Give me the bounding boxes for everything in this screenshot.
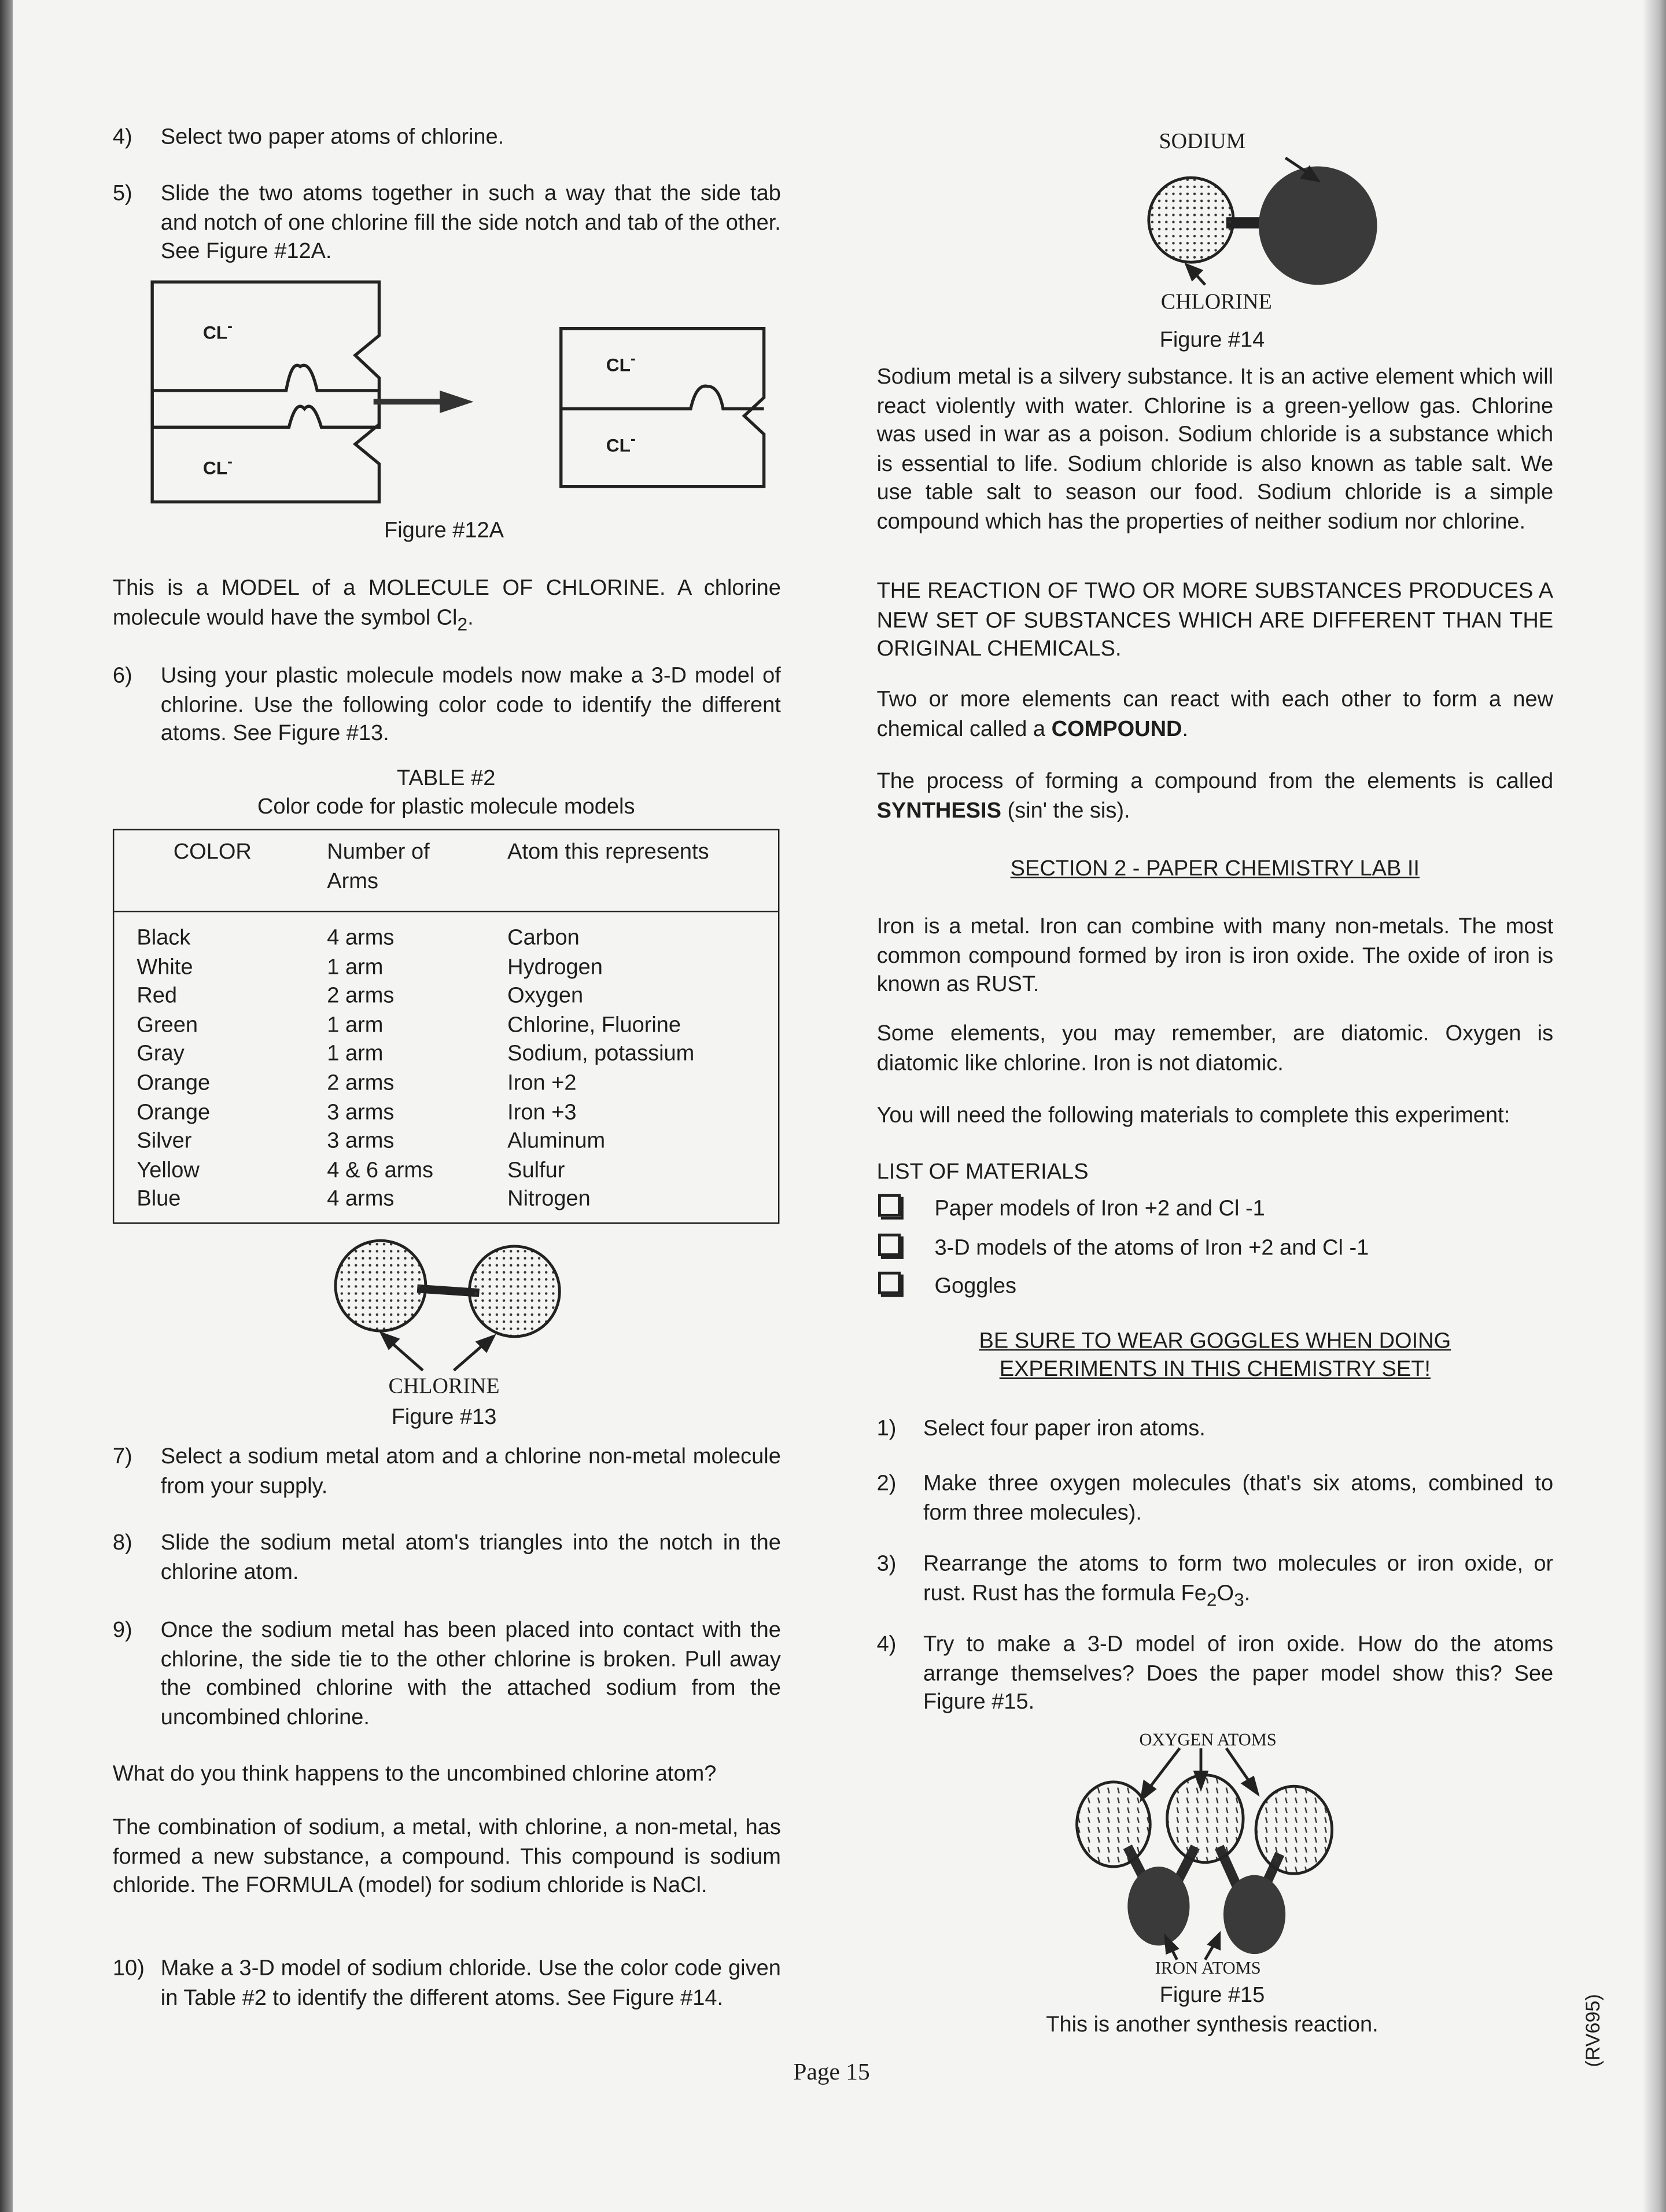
material-item: 3-D models of the atoms of Iron +2 and Cl -1 [878, 1234, 1369, 1264]
arms-cell: 1 arm [327, 1042, 384, 1067]
arms-cell: 3 arms [327, 1129, 395, 1154]
atom-cell: Iron +3 [507, 1100, 577, 1125]
arms-cell: 4 & 6 arms [327, 1158, 434, 1183]
question-text: What do you think happens to the uncombined chlorine atom? [112, 1762, 717, 1787]
arms-cell: 3 arms [327, 1100, 395, 1125]
arms-cell: 4 arms [327, 926, 395, 951]
page-number: Page 15 [793, 2058, 870, 2085]
color-cell: Gray [137, 1042, 185, 1067]
synthesis-paragraph: The process of forming a compound from the elements is called SYNTHESIS (sin' the sis). [876, 770, 1554, 823]
color-cell: White [137, 955, 193, 980]
figure-14-chlorine-label: CHLORINE [1160, 290, 1272, 315]
color-cell: Orange [137, 1071, 211, 1096]
figure-13-label: CHLORINE [388, 1374, 500, 1399]
table-title: TABLE #2 [396, 767, 496, 791]
document-page: 4) Select two paper atoms of chlorine. 5) Slide the two atoms together in such a way that the side tab and notch of one chlorine fill the side notch and tab of the other. See Figure #12A. CL- CL- CL- CL- Figure #12A This is a MODEL of a MOLECULE OF CHLORINE. A chlorine molecule would have the symbol $Cl_2$. 6) Using your plastic molecule models now make a 3-D model of chlorine. Use the following color code to identify the different atoms. See Figure #13. TABLE #2 Color code for plastic molecule models COLOR Number of Arms Atom this represents Black 4 arms Carbon White 1 arm Hydrogen Red 2 arms Oxygen Green 1 arm Chlorine, Fluorine Gray 1 arm Sodium, potassium Orange 2 arms Iron +2 Orange 3 arms Iron +3 Silver 3 arms Aluminum Yellow 4 & 6 arms Sulfur Blue 4 arms Nitrogen CHLORINE Figure #13 7) Select a sodium metal atom and a chlorine non-metal molecule from your supply. 8) Slide the sodium metal atom's triangles into the notch in the chlorine atom. 9) Once the sodium metal has been placed into contact with the chlorine, the side tie to the other chlorine is broken. Pull away the combined chlorine with the attached sodium from the uncombined chlorine. What do you think happens to the uncombined chlorine atom? The combination of sodium, a metal, with chlorine, a non-metal, has formed a new substance, a compound. This compound is sodium chloride. The FORMULA (model) for sodium chloride is NaCl. 10) Make a 3-D model of sodium chloride. Use the color code given in Table #2 to identify the different atoms. See Figure #14. SODIUM CHLORINE Figure #14 Sodium metal is a silvery substance. It is an active element which will react violently with water. Chlorine is a green-yellow gas. Chlorine was used in war as a poison. Sodium chloride is a substance which is essential to life. Sodium chloride is also known as table salt. We use table salt to season our food. Sodium chloride is a simple compound which has the properties of neither sodium nor chlorine. THE REACTION OF TWO OR MORE SUBSTANCES PRODUCES A NEW SET OF SUBSTANCES WHICH ARE DIFFERENT THAN THE ORIGINAL CHEMICALS. Two or more elements can react with each other to form a new chemical called a COMPOUND. The process of forming a compound from the elements is called SYNTHESIS (sin' the sis). SECTION 2 - PAPER CHEMISTRY LAB II Iron is a metal. Iron can combine with many non-metals. The most common compound formed by iron is iron oxide. The oxide of iron is known as RUST. Some elements, you may remember, are diatomic. Oxygen is diatomic like chlorine. Iron is not diatomic. You will need the following materials to complete this experiment: LIST OF MATERIALS Paper models of Iron +2 and Cl -1 3-D models of the atoms of Iron +2 and Cl -1 Goggles BE SURE TO WEAR GOGGLES WHEN DOING EXPERIMENTS IN THIS CHEMISTRY SET! 1) Select four paper iron atoms. 2) Make three oxygen molecules (that's six atoms, combined to form three molecules). 3) Rearrange the atoms to form two molecules or iron oxide, or rust. Rust has the formula $Fe_2O_3$. 4) Try to make a 3-D model of iron oxide. How do the atoms arrange themselves? Does the paper model show this? See Figure #15. OXYGEN ATOMS IRON ATOMS Figure #15 This is another synthesis reaction. Page 15 (RV695) [0, 0, 1666, 2212]
section-2-heading: SECTION 2 - PAPER CHEMISTRY LAB II [1010, 857, 1420, 881]
materials-intro: You will need the following materials to complete this experiment: [876, 1103, 1510, 1128]
atom-cell: Iron +2 [507, 1071, 577, 1096]
diatomic-paragraph: Some elements, you may remember, are diatomic. Oxygen is diatomic like chlorine. Iron is not diatomic. [876, 1022, 1554, 1076]
oxygen-atom [1256, 1786, 1332, 1874]
atom-cell: Chlorine, Fluorine [507, 1013, 681, 1037]
atom-cell: Sodium, potassium [507, 1042, 695, 1067]
color-cell: Blue [137, 1187, 181, 1212]
material-item: Goggles [878, 1272, 1016, 1302]
oxygen-atom [1167, 1775, 1244, 1863]
compound-paragraph: Two or more elements can react with each other to form a new chemical called a COMPOUND. [876, 688, 1554, 741]
cl-label-top: CL- [202, 318, 233, 343]
sodium-paragraph: Sodium metal is a silvery substance. It is an active element which will react violently with water. Chlorine is a green-yellow gas. Chlorine was used in war as a poison. Sodium chloride is a substance which is essential to life. Sodium chloride is also known as table salt. We use table salt to season our food. Sodium chloride is a simple compound which has the properties of neither sodium nor chlorine. [876, 365, 1554, 535]
iron-paragraph: Iron is a metal. Iron can combine with many non-metals. The most common compound formed by iron is iron oxide. The oxide of iron is known as RUST. [876, 915, 1554, 998]
atom-cell: Sulfur [507, 1158, 565, 1183]
iron-atom [1223, 1875, 1285, 1954]
document-code: (RV695) [1581, 1994, 1604, 2067]
materials-heading: LIST OF MATERIALS [876, 1160, 1089, 1184]
iron-atom [1127, 1867, 1189, 1945]
arms-cell: 2 arms [327, 984, 395, 1009]
color-cell: Orange [137, 1100, 211, 1125]
table-subtitle: Color code for plastic molecule models [257, 795, 635, 819]
goggles-warning-line-1: BE SURE TO WEAR GOGGLES WHEN DOING [979, 1329, 1451, 1354]
cl-label-bottom: CL- [202, 454, 233, 479]
figure-15-subcaption: This is another synthesis reaction. [1046, 2013, 1378, 2037]
atom-cell: Carbon [507, 926, 580, 951]
figure-13-caption: Figure #13 [391, 1405, 497, 1430]
arms-cell: 2 arms [327, 1071, 395, 1096]
figure-15-caption: Figure #15 [1159, 1983, 1265, 2008]
arms-cell: 4 arms [327, 1187, 395, 1212]
material-item: Paper models of Iron +2 and Cl -1 [878, 1194, 1265, 1225]
figure-14-caption: Figure #14 [1159, 328, 1265, 353]
cl-label-combined-bottom: CL- [606, 431, 636, 456]
oxygen-atoms-label: OXYGEN ATOMS [1139, 1729, 1277, 1750]
model-paragraph: This is a MODEL of a MOLECULE OF CHLORINE. A chlorine molecule would have the symbol $Cl_2$. [112, 576, 781, 634]
atom-cell: Nitrogen [507, 1187, 591, 1212]
arms-cell: 1 arm [327, 1013, 384, 1037]
oxygen-atom [1077, 1782, 1151, 1867]
arms-cell: 1 arm [327, 955, 384, 980]
table-header: COLOR Number of Arms Atom this represents [114, 830, 778, 912]
color-cell: Silver [137, 1129, 192, 1154]
reaction-paragraph: THE REACTION OF TWO OR MORE SUBSTANCES PRODUCES A NEW SET OF SUBSTANCES WHICH ARE DIFFERENT THAN THE ORIGINAL CHEMICALS. [876, 579, 1554, 662]
color-cell: Black [137, 926, 191, 951]
atom-cell: Hydrogen [507, 955, 603, 980]
combination-paragraph: The combination of sodium, a metal, with chlorine, a non-metal, has formed a new substance, a compound. This compound is sodium chloride. The FORMULA (model) for sodium chloride is NaCl. [112, 1816, 781, 1898]
atom-cell: Oxygen [507, 984, 584, 1009]
atom-cell: Aluminum [507, 1129, 606, 1154]
cl-label-combined-top: CL- [606, 351, 636, 376]
iron-atoms-label: IRON ATOMS [1155, 1958, 1261, 1978]
color-cell: Red [137, 984, 178, 1009]
figure-12a-caption: Figure #12A [384, 518, 504, 543]
goggles-warning-line-2: EXPERIMENTS IN THIS CHEMISTRY SET! [999, 1357, 1431, 1382]
color-cell: Green [137, 1013, 198, 1037]
figure-14-sodium-label: SODIUM [1159, 130, 1246, 154]
color-cell: Yellow [137, 1158, 200, 1183]
